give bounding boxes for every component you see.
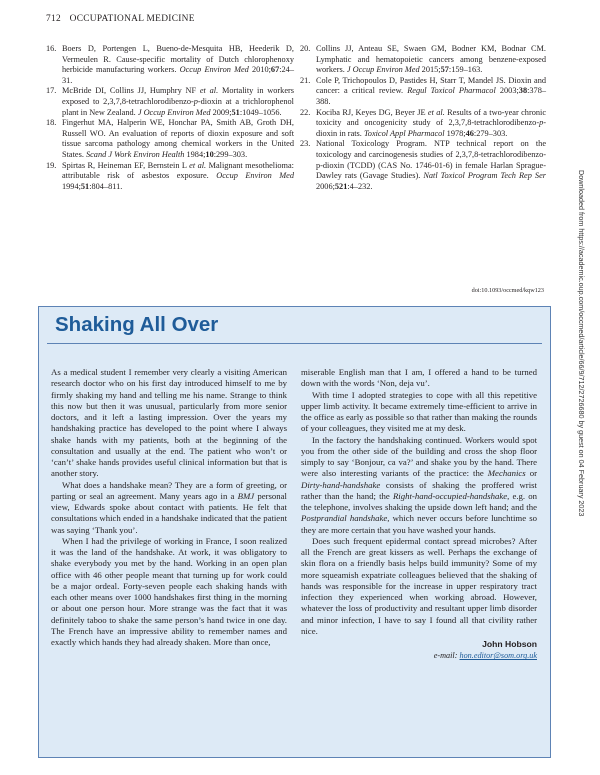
- reference-text: [62, 44, 294, 86]
- reference-text: [62, 86, 294, 118]
- reference-item: [300, 44, 546, 76]
- italic-text: Right-hand-occupied-handshake: [392, 490, 508, 501]
- author-email: [301, 650, 537, 661]
- text-run: Results of a two-year chronic toxicity and oncogenicity study of 2,3,7,8-tetrachlorodibenzo-: [316, 107, 547, 128]
- bold-text: 51: [80, 181, 90, 191]
- bold-text: 51: [231, 107, 240, 117]
- email-label: e-mail:: [433, 651, 458, 661]
- italic-text: Natl Toxicol Program Tech Rep Ser: [423, 171, 546, 181]
- bold-text: 46: [465, 128, 474, 138]
- reference-item: [300, 108, 546, 140]
- text-run: :279–303.: [473, 128, 508, 138]
- text-run: National Toxicology Program. NTP technical report on the toxicology and carcinogenesis studies of 2,3,7,8-tetrachlorodibenzo-p-dioxin (TCDD) (CAS No. 1746-01-6) in female Harlan Sprague-Dawley rats (Gavage Studies).: [316, 139, 546, 181]
- reference-item: [300, 139, 546, 192]
- text-run: -dioxin at a trichlorophenol plant in New Zealand.: [62, 96, 294, 117]
- italic-text: et al.: [189, 160, 207, 170]
- reference-number: 17.: [46, 86, 57, 96]
- text-run: Fingerhut MA, Halperin WE, Honchar PA, Smith AB, Groth DH, Russell WO. An evaluation of reports of dioxin exposure and soft tissue sarcoma pathology among chemical workers in the United States.: [62, 118, 294, 159]
- bold-text: 10: [205, 149, 214, 159]
- text-run: In the factory the handshaking continued. Workers would spot you from the other side of the building and cross the shop floor simply to say ‘Bonjour, ca va?’ and shake you by the hand. There were also interesting variants of the practice: the: [301, 434, 537, 479]
- text-run: McBride DI, Collins JJ, Humphry NF: [62, 86, 200, 96]
- essay-left-column: [51, 367, 287, 648]
- text-run: When I had the privilege of working in France, I soon realized it was the land of the handshake. At work, it was obligatory to shake everybody you met by the hand. Working in an open plan office with 46 other people meant that turning up for work could be a major ordeal. Forty-seven people each shaking hands with each other means over 1000 handshakes first thing in the morning or about one person hour. More strange was the fact that it was definitely taboo to shake the same person’s hand twice in one day. The French have an impressive ability to remember names and exactly which hands they had already shaken. More than once,: [51, 535, 287, 647]
- download-watermark: Downloaded from https://academic.oup.com/occmed/article/66/9/712/2726680 by guest on 04 February 2023: [577, 170, 586, 517]
- text-run: :4–232.: [347, 181, 373, 191]
- text-run: 1994;: [62, 181, 81, 191]
- reference-number: 21.: [300, 75, 311, 85]
- essay-paragraph: [51, 536, 287, 649]
- essay-paragraph: [301, 390, 537, 435]
- italic-text: BMJ: [237, 490, 255, 501]
- reference-number: 22.: [300, 107, 311, 117]
- text-run: :1049–1056.: [239, 107, 282, 117]
- reference-text: [316, 108, 546, 140]
- references-left-column: [46, 44, 294, 192]
- essay-paragraph: [51, 367, 287, 480]
- reference-item: [46, 44, 294, 86]
- text-run: miserable English man that I am, I offered a hand to be turned down with the words ‘Non, deja vu’.: [301, 367, 537, 389]
- reference-item: [46, 161, 294, 193]
- text-run: -dioxin in rats.: [316, 118, 546, 138]
- journal-name: OCCUPATIONAL MEDICINE: [69, 14, 195, 24]
- essay-paragraph: [301, 536, 537, 637]
- reference-number: 18.: [46, 118, 57, 128]
- text-run: Spirtas R, Heineman EF, Bernstein L: [62, 160, 190, 170]
- essay-box: [38, 306, 551, 758]
- text-run: 1978;: [444, 128, 466, 138]
- reference-number: 20.: [300, 44, 311, 53]
- text-run: Malignant mesothelioma: attributable risk of asbestos exposure.: [62, 160, 294, 181]
- email-link[interactable]: hon.editor@som.org.uk: [459, 651, 537, 661]
- bold-text: 67: [270, 65, 280, 75]
- essay-right-column: [301, 367, 537, 662]
- text-run: What does a handshake mean? They are a form of greeting, or parting or seal an agreement. Many years ago in a: [51, 479, 287, 501]
- text-run: Mortality in workers exposed to 2,3,7,8-tetrachlorodibenzo-: [62, 86, 295, 106]
- bold-text: 38: [518, 86, 528, 96]
- text-run: or: [525, 468, 537, 479]
- text-run: As a medical student I remember very clearly a visiting American research doctor who on his first day introduced himself to me by firmly shaking my hand and telling me his name. Strange to think this now but then it was unusual, particularly from more senior doctors, and it left a lasting impression. Over the years my handshaking practice has developed to the point where I always shake hands with my patients, both at the beginning of the consultation and usually at the end. The patient who won’t or ‘can’t’ shake hands provides useful clinical information but that is another story.: [51, 367, 287, 479]
- text-run: personal view, Edwards spoke about contact with patients. He felt that consultations which ended in a handshake indicated that the patient was saying ‘Thank you’.: [51, 490, 287, 535]
- italic-text: p: [539, 118, 544, 128]
- text-run: :24–31.: [62, 65, 294, 85]
- italic-text: p: [193, 96, 198, 106]
- reference-number: 23.: [300, 139, 311, 149]
- text-run: 2006;: [316, 181, 335, 191]
- reference-item: [46, 118, 294, 160]
- text-run: With time I adopted strategies to cope with all this repetitive upper limb activity. It became extremely time-efficient to arrive in the office as early as possible so that rather than making the rounds of your colleagues, they visited me at my desk.: [301, 389, 537, 434]
- text-run: Does such frequent epidermal contact spread microbes? After all the French are great kissers as well. Perhaps the exchange of skin flora on a friendly basis helps build immunity? Some of my more squeamish expatriate colleagues believed that the shaking of hands was responsible for the increase in upper respiratory tract infection they experienced when working abroad. However, whatever the loss of productivity and resultant upper limb disorder and minor infection, I have to say I found all that civility rather nice.: [301, 535, 537, 636]
- reference-text: [62, 161, 294, 193]
- essay-paragraph: [301, 367, 537, 390]
- reference-number: 19.: [46, 160, 57, 170]
- italic-text: Mechanics: [487, 468, 526, 479]
- bold-text: 57: [440, 65, 449, 75]
- reference-text: [316, 76, 546, 108]
- reference-text: [316, 139, 546, 192]
- text-run: consists of shaking the proffered wrist rather than the hand; the: [301, 479, 537, 501]
- italic-text: Dirty-hand-handshake: [301, 479, 381, 490]
- text-run: , e.g. on the telephone, involves shaking the upside down left hand; and the: [301, 490, 537, 512]
- italic-text: Scand J Work Environ Health: [85, 149, 185, 159]
- text-run: 2015;: [419, 65, 441, 75]
- text-run: :299–303.: [213, 149, 248, 159]
- text-run: 1984;: [184, 149, 206, 159]
- essay-title: Shaking All Over: [55, 313, 219, 336]
- italic-text: et al.: [199, 86, 219, 96]
- italic-text: Postprandial handshake: [301, 513, 388, 524]
- text-run: :378–388.: [316, 86, 546, 106]
- bold-text: 521: [334, 181, 348, 191]
- text-run: 2003;: [495, 86, 519, 96]
- reference-text: [316, 44, 546, 76]
- reference-number: 16.: [46, 44, 57, 53]
- author-name: John Hobson: [482, 639, 537, 649]
- text-run: :159–163.: [448, 65, 483, 75]
- essay-paragraph: [301, 435, 537, 536]
- italic-text: Occup Environ Med: [216, 171, 294, 181]
- page-number: 712: [46, 14, 61, 24]
- reference-item: [46, 86, 294, 118]
- reference-text: [62, 118, 294, 160]
- italic-text: J Occup Environ Med: [137, 107, 211, 117]
- title-divider: [47, 343, 542, 344]
- text-run: :804–811.: [89, 181, 123, 191]
- references-right-column: [300, 44, 546, 192]
- essay-paragraph: [51, 480, 287, 536]
- italic-text: J Occup Environ Med: [346, 65, 420, 75]
- text-run: 2010;: [248, 65, 271, 75]
- text-run: Kociba RJ, Keyes DG, Beyer JE: [316, 107, 428, 117]
- text-run: Cole P, Trichopoulos D, Pastides H, Starr T, Mandel JS. Dioxin and cancer: a critical review.: [316, 75, 546, 96]
- italic-text: Occup Environ Med: [179, 65, 249, 75]
- text-run: , which never occurs before lunchtime so they are more certain that you have washed your hands.: [301, 513, 537, 535]
- essay-right-paragraphs: [301, 367, 537, 637]
- italic-text: et al.: [427, 107, 445, 117]
- running-header: [46, 14, 195, 24]
- italic-text: Regul Toxicol Pharmacol: [407, 86, 496, 96]
- doi[interactable]: doi:10.1093/occmed/kqw123: [471, 287, 544, 294]
- text-run: 2009;: [210, 107, 232, 117]
- text-run: Boers D, Portengen L, Bueno-de-Mesquita HB, Heederik D, Vermeulen R. Cause-specific mortality of Dutch chlorophenoxy herbicide manufacturing workers.: [62, 44, 294, 75]
- text-run: Collins JJ, Anteau SE, Swaen GM, Bodner KM, Bodnar CM. Lymphatic and hematopoietic cancers among benzene-exposed workers.: [316, 44, 546, 75]
- reference-item: [300, 76, 546, 108]
- italic-text: Toxicol Appl Pharmacol: [363, 128, 445, 138]
